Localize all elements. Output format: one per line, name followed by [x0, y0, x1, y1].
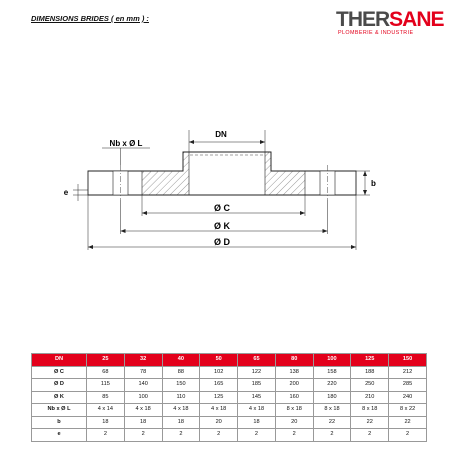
- label-b: b: [371, 179, 376, 188]
- table-cell: 78: [124, 366, 162, 379]
- brand-logo: [336, 8, 444, 39]
- table-cell: 150: [162, 379, 200, 392]
- table-cell: 22: [389, 416, 427, 429]
- row-label: e: [32, 429, 87, 442]
- row-label: Nb x Ø L: [32, 404, 87, 417]
- brand-logo-part2: SANE: [389, 8, 444, 31]
- row-label: b: [32, 416, 87, 429]
- table-cell: 102: [200, 366, 238, 379]
- table-cell: 240: [389, 391, 427, 404]
- flange-drawing: [0, 110, 452, 280]
- table-cell: 18: [124, 416, 162, 429]
- table-cell: 2: [162, 429, 200, 442]
- table-cell: 122: [238, 366, 276, 379]
- table-row: [32, 366, 427, 379]
- table-cell: 8 x 18: [351, 404, 389, 417]
- header-cell: 100: [313, 354, 351, 367]
- label-k: Ø K: [213, 221, 231, 231]
- table-cell: 22: [313, 416, 351, 429]
- table-cell: 4 x 18: [124, 404, 162, 417]
- flange-section-right: [265, 152, 305, 195]
- table-cell: 4 x 18: [162, 404, 200, 417]
- label-bolt: Nb x Ø L: [109, 139, 143, 148]
- table-cell: 18: [162, 416, 200, 429]
- header-cell: 32: [124, 354, 162, 367]
- header-cell: 80: [275, 354, 313, 367]
- table-header-row: [32, 354, 427, 367]
- table-cell: 285: [389, 379, 427, 392]
- row-label: Ø K: [32, 391, 87, 404]
- label-e: e: [63, 188, 69, 197]
- header-cell: 65: [238, 354, 276, 367]
- table-row: [32, 404, 427, 417]
- table-cell: 100: [124, 391, 162, 404]
- label-dn: DN: [215, 130, 227, 139]
- table-cell: 110: [162, 391, 200, 404]
- table-cell: 2: [87, 429, 125, 442]
- table-cell: 2: [238, 429, 276, 442]
- table-cell: 2: [124, 429, 162, 442]
- table-cell: 18: [87, 416, 125, 429]
- table-cell: 20: [200, 416, 238, 429]
- table-cell: 188: [351, 366, 389, 379]
- table-cell: 8 x 18: [275, 404, 313, 417]
- table-cell: 158: [313, 366, 351, 379]
- table-cell: 115: [87, 379, 125, 392]
- flange-section-left: [142, 152, 189, 195]
- header-cell: 40: [162, 354, 200, 367]
- table-cell: 4 x 14: [87, 404, 125, 417]
- table-cell: 2: [389, 429, 427, 442]
- table-cell: 250: [351, 379, 389, 392]
- table-cell: 210: [351, 391, 389, 404]
- header-cell: 50: [200, 354, 238, 367]
- header-cell: 125: [351, 354, 389, 367]
- table-row: [32, 416, 427, 429]
- table-row: [32, 391, 427, 404]
- label-d: Ø D: [213, 237, 231, 247]
- table-cell: 18: [238, 416, 276, 429]
- table-cell: 2: [313, 429, 351, 442]
- table-cell: 160: [275, 391, 313, 404]
- table-cell: 185: [238, 379, 276, 392]
- header-cell-dn: DN: [32, 354, 87, 367]
- table-cell: 145: [238, 391, 276, 404]
- table-cell: 125: [200, 391, 238, 404]
- table-cell: 180: [313, 391, 351, 404]
- table-cell: 4 x 18: [238, 404, 276, 417]
- table-row: [32, 379, 427, 392]
- table-cell: 212: [389, 366, 427, 379]
- table-cell: 220: [313, 379, 351, 392]
- table-cell: 2: [275, 429, 313, 442]
- brand-logo-wordmark: [336, 9, 444, 30]
- table-cell: 68: [87, 366, 125, 379]
- table-cell: 8 x 22: [389, 404, 427, 417]
- header-cell: 25: [87, 354, 125, 367]
- header-cell: 150: [389, 354, 427, 367]
- table-cell: 2: [351, 429, 389, 442]
- table-row: [32, 429, 427, 442]
- page-title: DIMENSIONS BRIDES ( en mm ) :: [31, 14, 149, 23]
- table-cell: 138: [275, 366, 313, 379]
- label-c: Ø C: [213, 203, 231, 213]
- table-cell: 88: [162, 366, 200, 379]
- dimensions-table: [31, 353, 427, 442]
- table-cell: 8 x 18: [313, 404, 351, 417]
- table-cell: 140: [124, 379, 162, 392]
- table-cell: 165: [200, 379, 238, 392]
- table-cell: 20: [275, 416, 313, 429]
- table-cell: 2: [200, 429, 238, 442]
- table-cell: 22: [351, 416, 389, 429]
- table-cell: 4 x 18: [200, 404, 238, 417]
- brand-logo-part1: THER: [336, 8, 390, 31]
- brand-logo-tagline: PLOMBERIE & INDUSTRIE: [338, 30, 414, 36]
- table-cell: 85: [87, 391, 125, 404]
- row-label: Ø C: [32, 366, 87, 379]
- table-cell: 200: [275, 379, 313, 392]
- row-label: Ø D: [32, 379, 87, 392]
